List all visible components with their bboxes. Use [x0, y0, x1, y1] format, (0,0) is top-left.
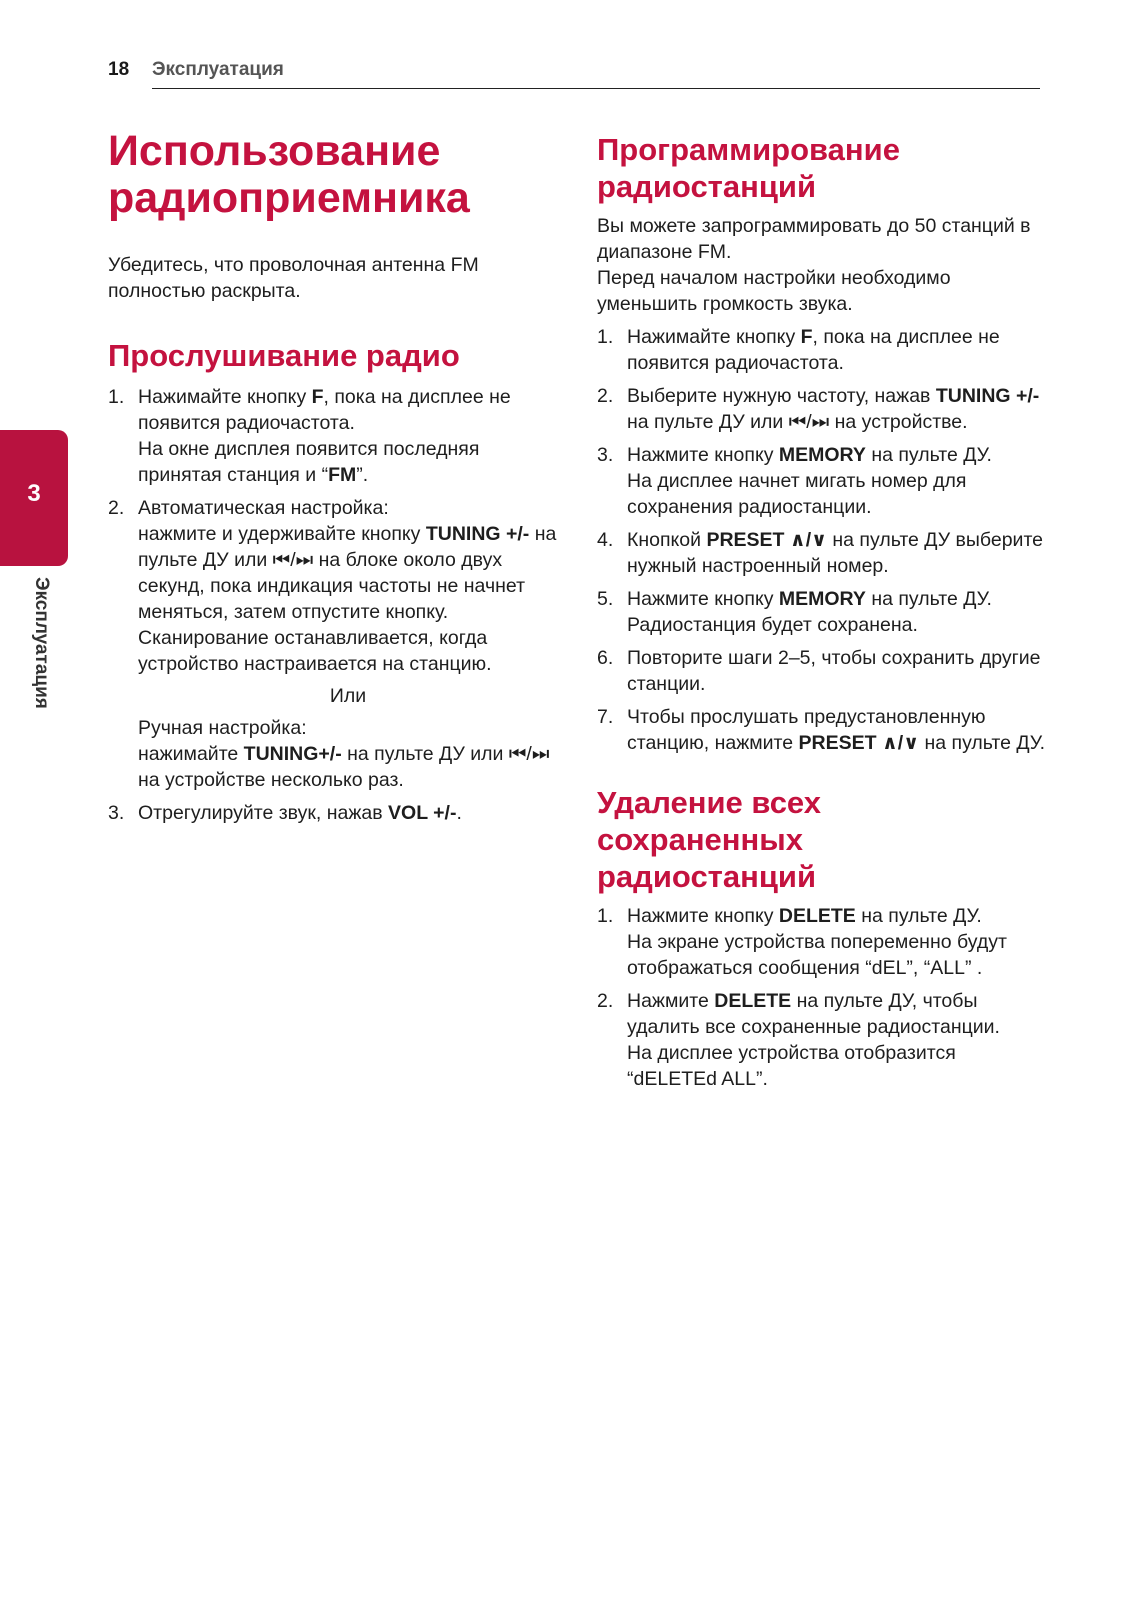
delete-step-1 — [597, 903, 1047, 981]
step-text: Отрегулируйте звук, нажав — [138, 802, 389, 824]
step-text: Нажмите — [627, 990, 715, 1012]
chapter-label: Эксплуатация — [31, 577, 52, 709]
programming-step-1 — [597, 324, 1047, 376]
step-number: 1. — [597, 905, 614, 927]
step-number: 3. — [108, 802, 125, 824]
step-number: 2. — [597, 990, 614, 1012]
step-text: Чтобы прослушать предустановленную станцию, нажмите — [627, 706, 986, 754]
step-text: , пока на дисплее не появится радиочастота. — [138, 386, 511, 434]
step-key: TUNING +/- — [935, 385, 1040, 407]
step-key: TUNING +/- — [425, 523, 530, 545]
step-key: VOL +/- — [388, 802, 457, 824]
step-text: на пульте ДУ или ⏮/⏭ на устройстве несколько раз. — [138, 743, 550, 791]
step-text: , пока на дисплее не появится радиочастота. — [627, 326, 1000, 374]
step-text: На дисплее устройства отобразится “dELETEd ALL”. — [627, 1042, 956, 1090]
chapter-tab — [0, 430, 68, 566]
step-text: Повторите шаги 2–5, чтобы сохранить другие станции. — [627, 647, 1041, 695]
delete-step-2 — [597, 988, 1047, 1092]
step-text: нажимайте — [138, 743, 244, 765]
step-key: DELETE — [778, 905, 856, 927]
programming-step-6 — [597, 645, 1047, 697]
step-key: DELETE — [714, 990, 792, 1012]
programming-heading: Программирование радиостанций — [597, 132, 900, 204]
programming-step-7 — [597, 704, 1047, 756]
programming-steps — [597, 324, 1047, 756]
step-text: Нажмите кнопку — [627, 444, 779, 466]
page-header — [108, 56, 1040, 90]
step-key: F — [311, 386, 324, 408]
step-text: Выберите нужную частоту, нажав — [627, 385, 936, 407]
page-title: Использование радиоприемника — [108, 127, 470, 222]
step-number: 6. — [597, 647, 614, 669]
step-text: На экране устройства попеременно будут отображаться сообщения “dEL”, “ALL” . — [627, 931, 1007, 979]
left-column — [108, 128, 558, 833]
step-key: MEMORY — [778, 444, 866, 466]
right-column — [597, 131, 1047, 1099]
step-number: 1. — [108, 386, 125, 408]
antenna-note: Убедитесь, что проволочная антенна FM полностью раскрыта. — [108, 254, 479, 302]
step-key: FM — [328, 464, 357, 486]
step-text: на пульте ДУ или ⏮/⏭ на блоке около двух секунд, пока индикация частоты не начнет меняться, затем отпустите кнопку. Сканирование останавливается, когда устройство настраивается на станцию. — [138, 523, 557, 675]
step-key: PRESET ∧/∨ — [798, 732, 920, 754]
step-key: PRESET ∧/∨ — [706, 529, 827, 551]
programming-volume-note: Перед началом настройки необходимо уменьшить громкость звука. — [597, 267, 951, 315]
header-rule — [152, 88, 1040, 89]
programming-intro: Вы можете запрограммировать до 50 станций в диапазоне FM. — [597, 215, 1031, 263]
chapter-number: 3 — [27, 480, 41, 507]
step-text: Автоматическая настройка: — [138, 497, 389, 519]
step-number: 2. — [108, 497, 125, 519]
listen-step-1 — [108, 384, 558, 488]
step-text: на пульте ДУ. — [865, 444, 992, 466]
delete-steps — [597, 903, 1047, 1092]
step-text: На дисплее начнет мигать номер для сохранения радиостанции. — [627, 470, 967, 518]
programming-step-2 — [597, 383, 1047, 435]
step-key: MEMORY — [778, 588, 866, 610]
step-text: на пульте ДУ, чтобы удалить все сохраненные радиостанции. — [627, 990, 1000, 1038]
step-text: . — [456, 802, 462, 824]
or-separator: Или — [329, 685, 367, 707]
delete-heading: Удаление всех сохраненных радиостанций — [597, 785, 822, 894]
step-text: Нажимайте кнопку — [138, 386, 312, 408]
step-text: Кнопкой — [627, 529, 707, 551]
step-key: F — [800, 326, 813, 348]
step-text: ”. — [356, 464, 369, 486]
programming-step-4 — [597, 527, 1047, 579]
listen-step-3 — [108, 800, 558, 826]
listen-steps — [108, 384, 558, 826]
step-text: на пульте ДУ выберите нужный настроенный номер. — [627, 529, 1043, 577]
step-number: 2. — [597, 385, 614, 407]
step-key: TUNING+/- — [243, 743, 342, 765]
step-text: Нажмите кнопку — [627, 588, 779, 610]
page-number: 18 — [108, 59, 130, 80]
step-text: На окне дисплея появится последняя принятая станция и “ — [138, 438, 480, 486]
step-number: 4. — [597, 529, 614, 551]
header-section-title: Эксплуатация — [152, 59, 284, 80]
step-text: Нажимайте кнопку — [627, 326, 801, 348]
step-number: 7. — [597, 706, 614, 728]
listen-heading: Прослушивание радио — [108, 338, 460, 373]
step-text: Радиостанция будет сохранена. — [627, 614, 918, 636]
step-text: на пульте ДУ. — [919, 732, 1046, 754]
step-text: на пульте ДУ или ⏮/⏭ на устройстве. — [627, 411, 968, 433]
step-text: Нажмите кнопку — [627, 905, 779, 927]
step-number: 1. — [597, 326, 614, 348]
programming-step-5 — [597, 586, 1047, 638]
programming-step-3 — [597, 442, 1047, 520]
step-number: 5. — [597, 588, 614, 610]
step-text: на пульте ДУ. — [865, 588, 992, 610]
step-number: 3. — [597, 444, 614, 466]
step-text: нажмите и удерживайте кнопку — [138, 523, 426, 545]
step-text: на пульте ДУ. — [855, 905, 982, 927]
step-text: Ручная настройка: — [138, 717, 307, 739]
listen-step-2 — [108, 495, 558, 793]
